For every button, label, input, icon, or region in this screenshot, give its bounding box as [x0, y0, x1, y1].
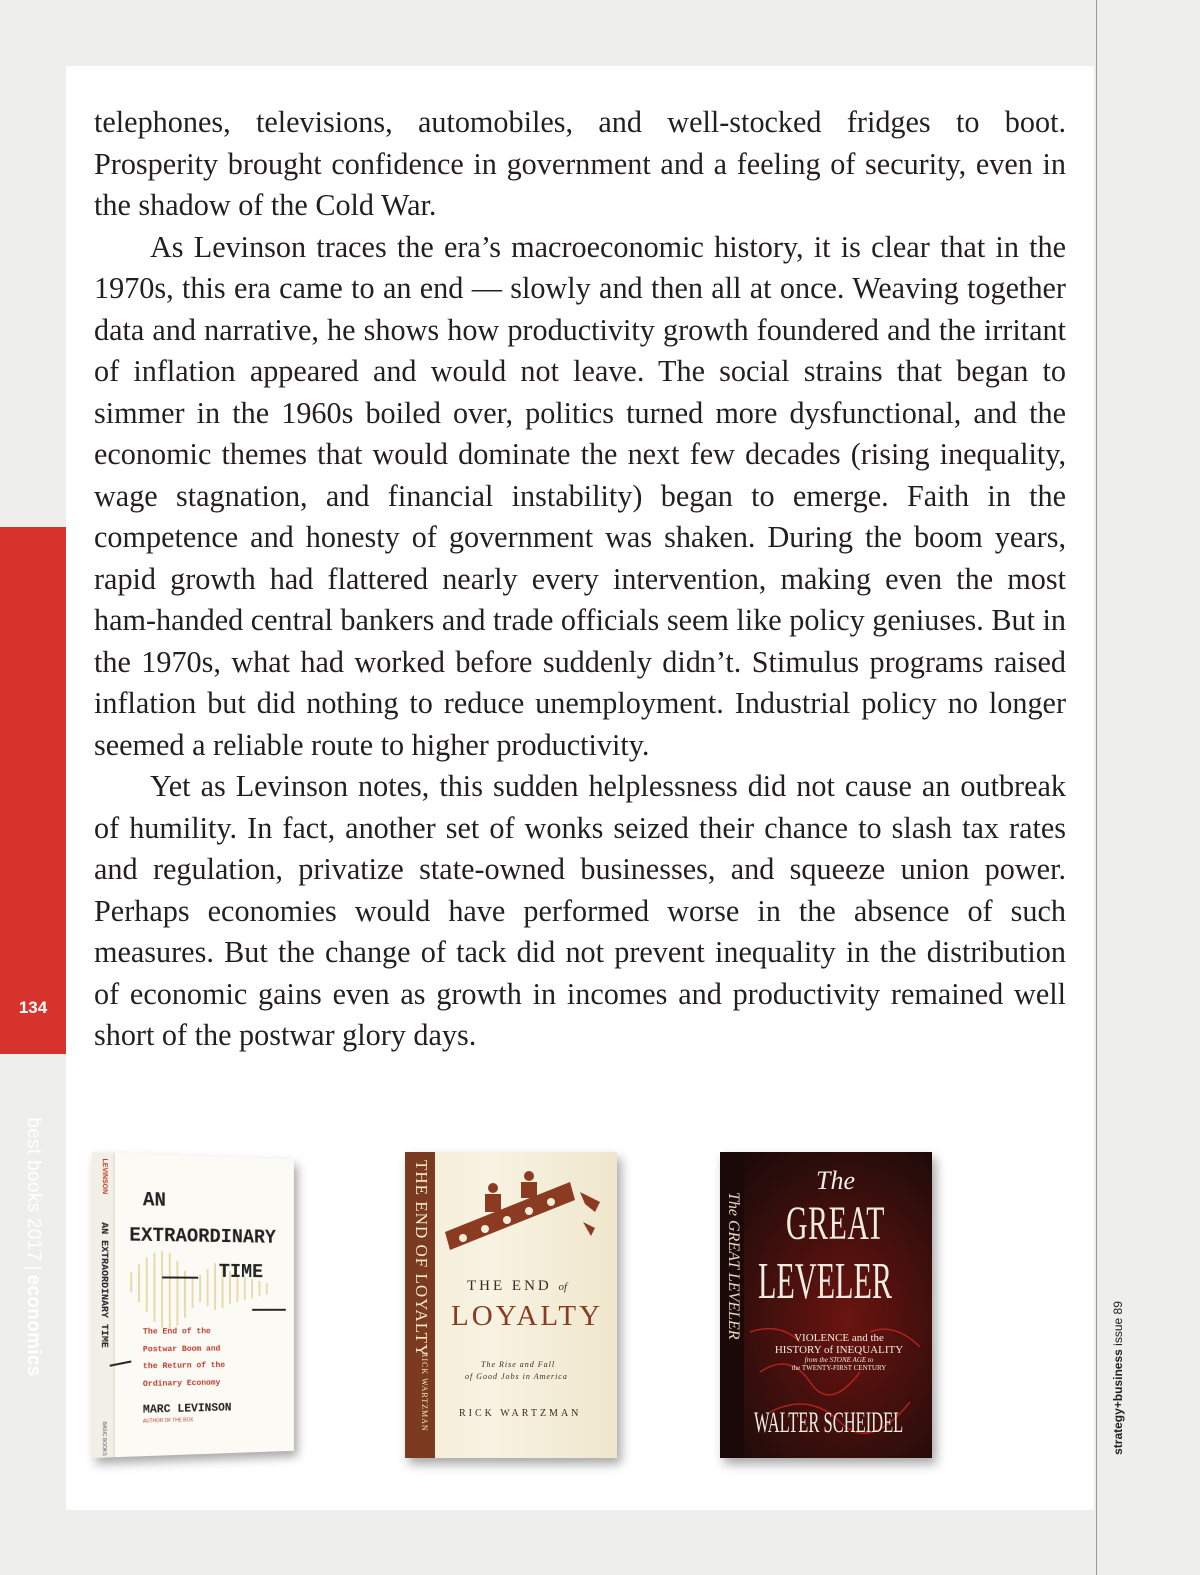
paragraph: Yet as Levinson notes, this sudden helplessness did not cause an outbreak of humility. In fact, another set of wonks seized their chance to slash tax rates and regulation, privatize state-owned businesses, and squeeze union power. Perhaps economies would have performed worse in the absence of such measures. But the change of tack did not prevent inequality in the distribution of economic gains even as growth in incomes and productivity remained well short of the postwar glory days.	[94, 769, 1066, 1052]
publication-footer	[1111, 1301, 1125, 1455]
spine-publisher: BASIC BOOKS	[100, 1421, 107, 1456]
title-line: TIME	[218, 1261, 264, 1284]
spine-title: AN EXTRAORDINARY TIME	[97, 1222, 109, 1348]
book-title	[129, 1183, 276, 1290]
subtitle-line: The End of the	[142, 1326, 211, 1337]
page-number: 134	[18, 998, 48, 1017]
subtitle-line: HISTORY of INEQUALITY	[774, 1344, 904, 1356]
subtitle-line: the TWENTY-FIRST CENTURY	[791, 1364, 887, 1372]
book-title-line-2: LEVELER	[758, 1253, 893, 1310]
subtitle-line: Ordinary Economy	[142, 1377, 221, 1389]
subtitle-line: the Return of the	[142, 1360, 226, 1372]
running-header	[22, 1117, 44, 1376]
header-separator: |	[23, 1265, 44, 1271]
book-tagline: AUTHOR OF THE BOX	[142, 1417, 194, 1425]
book-subtitle	[754, 1332, 924, 1372]
title-small: THE END	[467, 1278, 552, 1294]
book-subtitle-1: The Rise and Fall	[481, 1360, 556, 1369]
paragraph: As Levinson traces the era’s macroeconomic history, it is clear that in the 1970s, this era came to an end — slowly and then all at once. Weaving together data and narrative, he shows how productivity growth foundered and the irritant of inflation appeared and would not leave. The social strains that began to simmer in the 1960s boiled over, politics turned more dysfunctional, and the economic themes that would dominate the next few decades (rising inequality, wage stagnation, and financial instability) began to emerge. Faith in the competence and honesty of government was shaken. During the boom years, rapid growth had flattered nearly every intervention, making even the most ham-handed central bankers and trade officials seem like policy geniuses. But in the 1970s, what had worked before suddenly didn’t. Stimulus programs raised inflation but did nothing to reduce unemployment. Industrial policy no longer seemed a reliable route to higher productivity.	[94, 229, 1066, 762]
spine-author: LEVINSON	[100, 1158, 108, 1195]
spine-title: THE END OF LOYALTY	[412, 1160, 431, 1358]
book-cover-extraordinary-time	[92, 1152, 310, 1462]
right-margin	[1094, 0, 1200, 1575]
title-of: of	[558, 1281, 568, 1293]
article-body	[94, 102, 1066, 1057]
book-title: LOYALTY	[451, 1300, 604, 1332]
section-label: economics	[23, 1274, 44, 1377]
book-cover-great-leveler	[720, 1152, 935, 1462]
book-author: RICK WARTZMAN	[459, 1408, 582, 1419]
margin-rule	[1096, 0, 1097, 1575]
book-title-line-1: GREAT	[786, 1197, 885, 1250]
section-tab	[0, 527, 66, 1377]
subtitle-line: VIOLENCE and the	[794, 1332, 884, 1344]
series-label: best books 2017	[23, 1117, 44, 1262]
title-line: AN	[142, 1189, 166, 1213]
title-the: The	[816, 1166, 855, 1195]
subtitle-line: from the STONE AGE to	[804, 1356, 874, 1364]
publication-brand: strategy+business	[1111, 1349, 1125, 1455]
spine-title: The GREAT LEVELER	[725, 1192, 742, 1340]
paragraph: telephones, televisions, automobiles, and well-stocked fridges to boot. Prosperity brought confidence in government and a feeling of security, even in the shadow of the Cold War.	[94, 105, 1066, 222]
title-line: EXTRAORDINARY	[129, 1224, 276, 1250]
book-subtitle	[143, 1323, 225, 1393]
book-subtitle-2: of Good Jobs in America	[465, 1372, 568, 1381]
book-author: WALTER SCHEIDEL	[754, 1406, 904, 1439]
book-title-top	[467, 1278, 567, 1295]
spine-author: RICK WARTZMAN	[420, 1352, 429, 1432]
book-cover-end-of-loyalty	[405, 1152, 620, 1462]
subtitle-line: Postwar Boom and	[142, 1343, 221, 1354]
publication-issue: issue 89	[1111, 1301, 1125, 1346]
book-author: MARC LEVINSON	[142, 1400, 232, 1417]
